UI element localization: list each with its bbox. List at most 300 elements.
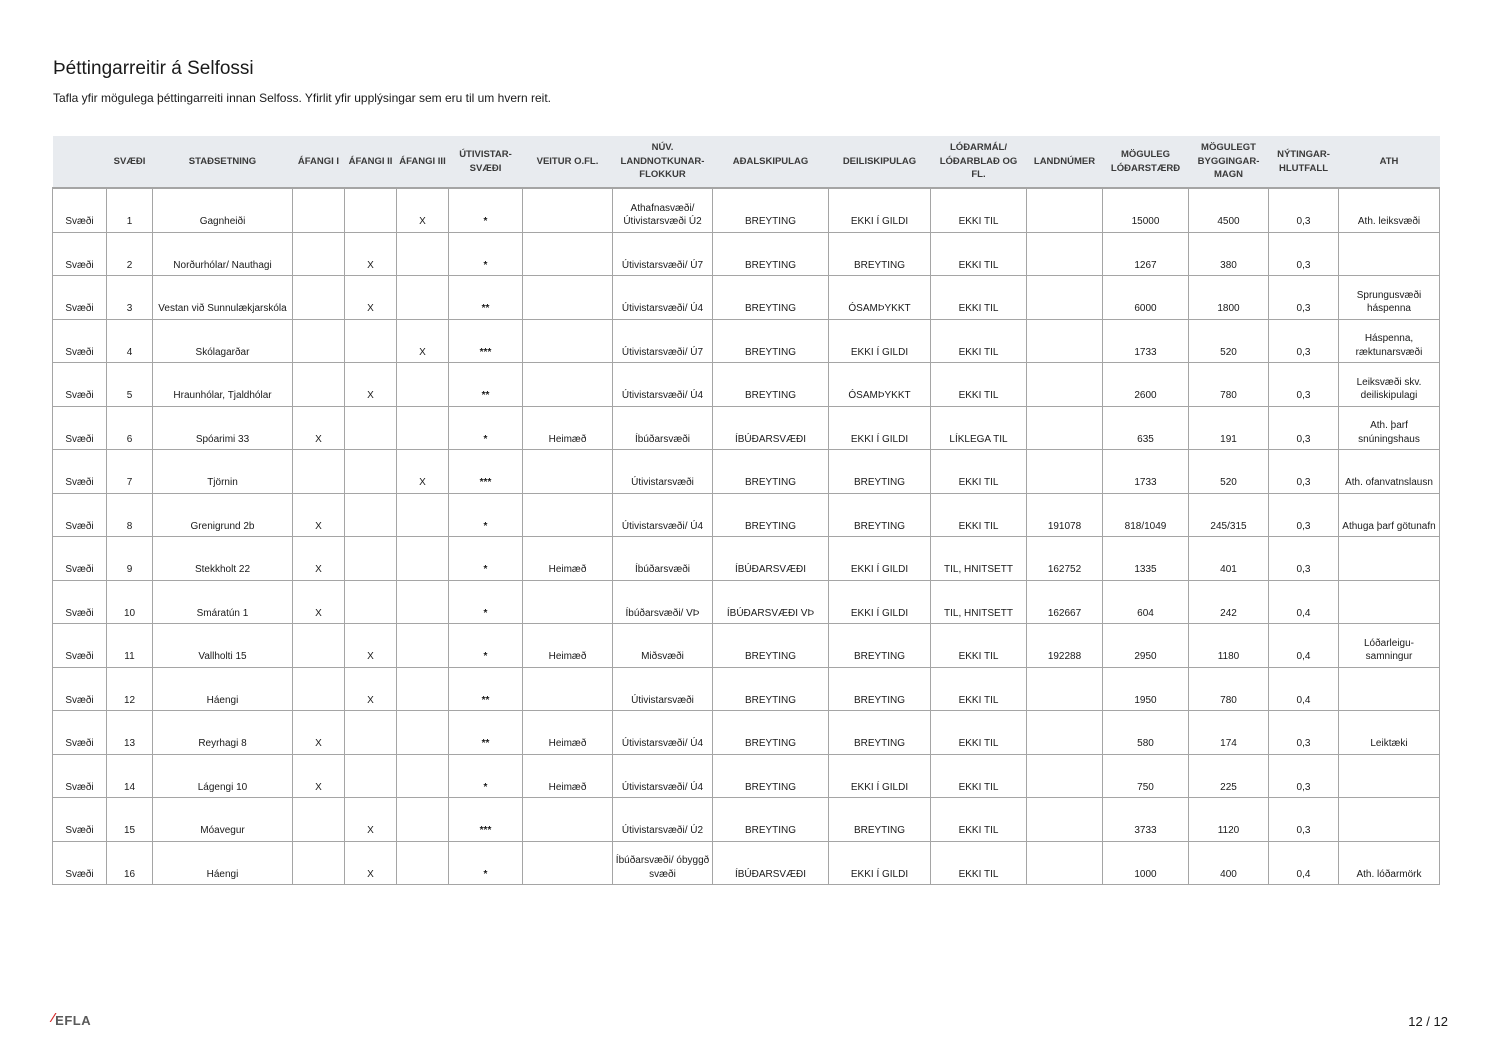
cell-main-plan: BREYTING — [713, 450, 829, 494]
cell-build-amount: 191 — [1189, 406, 1269, 450]
cell-a2 — [345, 580, 397, 624]
cell-utilities — [523, 841, 613, 885]
cell-a2: X — [345, 841, 397, 885]
cell-a3 — [397, 493, 449, 537]
column-header-15: NÝTINGAR-HLUTFALL — [1269, 136, 1339, 188]
cell-main-plan: BREYTING — [713, 711, 829, 755]
cell-outdoor: ** — [449, 363, 523, 407]
cell-utilities — [523, 276, 613, 320]
cell-a3: X — [397, 188, 449, 232]
cell-build-amount: 4500 — [1189, 188, 1269, 232]
cell-note — [1339, 580, 1440, 624]
cell-a2: X — [345, 232, 397, 276]
column-header-7: VEITUR O.FL. — [523, 136, 613, 188]
cell-lot-size: 1733 — [1103, 450, 1189, 494]
column-header-8: NÚV. LANDNOTKUNAR-FLOKKUR — [613, 136, 713, 188]
table-row — [53, 450, 1440, 494]
cell-a1: X — [293, 580, 345, 624]
column-header-16: ATH — [1339, 136, 1440, 188]
table-row — [53, 188, 1440, 232]
cell-land-no: 192288 — [1027, 624, 1103, 668]
cell-detail-plan: BREYTING — [829, 798, 931, 842]
cell-land-use: Miðsvæði — [613, 624, 713, 668]
cell-build-amount: 245/315 — [1189, 493, 1269, 537]
cell-build-amount: 242 — [1189, 580, 1269, 624]
cell-ratio: 0,3 — [1269, 493, 1339, 537]
cell-detail-plan: ÓSAMÞYKKT — [829, 276, 931, 320]
column-header-5: ÁFANGI III — [397, 136, 449, 188]
cell-ratio: 0,3 — [1269, 711, 1339, 755]
cell-detail-plan: EKKI Í GILDI — [829, 319, 931, 363]
cell-a2: X — [345, 624, 397, 668]
cell-nr: 9 — [107, 537, 153, 581]
cell-land-use: Útivistarsvæði/ Ú2 — [613, 798, 713, 842]
cell-location: Tjörnin — [153, 450, 293, 494]
cell-label: Svæði — [53, 406, 107, 450]
cell-note: Sprungusvæði háspenna — [1339, 276, 1440, 320]
cell-location: Reyrhagi 8 — [153, 711, 293, 755]
cell-label: Svæði — [53, 450, 107, 494]
cell-a1: X — [293, 406, 345, 450]
cell-location: Norðurhólar/ Nauthagi — [153, 232, 293, 276]
cell-a2: X — [345, 798, 397, 842]
cell-a1: X — [293, 537, 345, 581]
cell-build-amount: 174 — [1189, 711, 1269, 755]
cell-utilities — [523, 363, 613, 407]
cell-note: Ath. þarf snúningshaus — [1339, 406, 1440, 450]
cell-lot: TIL, HNITSETT — [931, 580, 1027, 624]
cell-utilities — [523, 667, 613, 711]
cell-land-no — [1027, 188, 1103, 232]
cell-lot-size: 3733 — [1103, 798, 1189, 842]
cell-outdoor: *** — [449, 450, 523, 494]
cell-label: Svæði — [53, 232, 107, 276]
cell-note: Ath. leiksvæði — [1339, 188, 1440, 232]
cell-lot-size: 1267 — [1103, 232, 1189, 276]
cell-land-no — [1027, 363, 1103, 407]
cell-label: Svæði — [53, 319, 107, 363]
cell-a1 — [293, 841, 345, 885]
cell-nr: 4 — [107, 319, 153, 363]
cell-lot-size: 635 — [1103, 406, 1189, 450]
table-row — [53, 754, 1440, 798]
cell-ratio: 0,3 — [1269, 188, 1339, 232]
table-row — [53, 711, 1440, 755]
cell-note — [1339, 232, 1440, 276]
cell-location: Grenigrund 2b — [153, 493, 293, 537]
cell-build-amount: 1800 — [1189, 276, 1269, 320]
cell-nr: 10 — [107, 580, 153, 624]
cell-ratio: 0,3 — [1269, 276, 1339, 320]
cell-land-no — [1027, 232, 1103, 276]
cell-lot: EKKI TIL — [931, 450, 1027, 494]
cell-lot: EKKI TIL — [931, 754, 1027, 798]
cell-a2 — [345, 754, 397, 798]
cell-label: Svæði — [53, 188, 107, 232]
efla-logo — [52, 1010, 92, 1028]
cell-nr: 14 — [107, 754, 153, 798]
cell-a1: X — [293, 754, 345, 798]
cell-main-plan: BREYTING — [713, 188, 829, 232]
cell-label: Svæði — [53, 624, 107, 668]
cell-a2 — [345, 188, 397, 232]
cell-note — [1339, 798, 1440, 842]
cell-utilities: Heimæð — [523, 711, 613, 755]
cell-lot-size: 604 — [1103, 580, 1189, 624]
cell-lot: EKKI TIL — [931, 319, 1027, 363]
cell-land-use: Útivistarsvæði/ Ú4 — [613, 363, 713, 407]
cell-lot: EKKI TIL — [931, 493, 1027, 537]
table-header-row — [53, 136, 1440, 188]
cell-ratio: 0,4 — [1269, 667, 1339, 711]
cell-outdoor: * — [449, 624, 523, 668]
cell-lot: EKKI TIL — [931, 667, 1027, 711]
cell-land-use: Útivistarsvæði/ Ú7 — [613, 232, 713, 276]
cell-land-use: Íbúðarsvæði — [613, 406, 713, 450]
cell-land-use: Útivistarsvæði/ Ú4 — [613, 276, 713, 320]
cell-location: Spóarimi 33 — [153, 406, 293, 450]
cell-land-no — [1027, 754, 1103, 798]
cell-ratio: 0,3 — [1269, 363, 1339, 407]
cell-main-plan: BREYTING — [713, 624, 829, 668]
cell-utilities — [523, 319, 613, 363]
cell-nr: 13 — [107, 711, 153, 755]
cell-label: Svæði — [53, 363, 107, 407]
cell-a1 — [293, 363, 345, 407]
cell-note: Lóðarleigu-samningur — [1339, 624, 1440, 668]
cell-a1 — [293, 276, 345, 320]
cell-a1: X — [293, 711, 345, 755]
cell-a3 — [397, 232, 449, 276]
cell-note — [1339, 754, 1440, 798]
cell-label: Svæði — [53, 537, 107, 581]
cell-a1 — [293, 319, 345, 363]
cell-a3 — [397, 276, 449, 320]
cell-a1 — [293, 798, 345, 842]
cell-nr: 8 — [107, 493, 153, 537]
cell-lot: EKKI TIL — [931, 841, 1027, 885]
cell-build-amount: 400 — [1189, 841, 1269, 885]
cell-land-use: Útivistarsvæði/ Ú4 — [613, 754, 713, 798]
cell-a3 — [397, 711, 449, 755]
cell-ratio: 0,4 — [1269, 624, 1339, 668]
cell-nr: 11 — [107, 624, 153, 668]
cell-lot-size: 1733 — [1103, 319, 1189, 363]
cell-lot: EKKI TIL — [931, 711, 1027, 755]
cell-build-amount: 1180 — [1189, 624, 1269, 668]
cell-land-no: 162752 — [1027, 537, 1103, 581]
cell-main-plan: ÍBÚÐARSVÆÐI — [713, 406, 829, 450]
cell-detail-plan: EKKI Í GILDI — [829, 188, 931, 232]
densification-table — [52, 136, 1440, 885]
cell-land-use: Athafnasvæði/ Útivistarsvæði Ú2 — [613, 188, 713, 232]
table-row — [53, 624, 1440, 668]
cell-outdoor: * — [449, 580, 523, 624]
cell-land-no: 162667 — [1027, 580, 1103, 624]
cell-lot-size: 15000 — [1103, 188, 1189, 232]
table-row — [53, 232, 1440, 276]
cell-note: Ath. ofanvatnslausn — [1339, 450, 1440, 494]
cell-ratio: 0,3 — [1269, 319, 1339, 363]
cell-detail-plan: EKKI Í GILDI — [829, 406, 931, 450]
table-row — [53, 667, 1440, 711]
cell-note: Athuga þarf götunafn — [1339, 493, 1440, 537]
cell-location: Vestan við Sunnulækjarskóla — [153, 276, 293, 320]
cell-nr: 7 — [107, 450, 153, 494]
cell-lot: EKKI TIL — [931, 188, 1027, 232]
cell-label: Svæði — [53, 580, 107, 624]
cell-a3 — [397, 667, 449, 711]
cell-a2: X — [345, 276, 397, 320]
cell-build-amount: 780 — [1189, 363, 1269, 407]
cell-main-plan: ÍBÚÐARSVÆÐI — [713, 841, 829, 885]
cell-a1 — [293, 450, 345, 494]
cell-ratio: 0,3 — [1269, 406, 1339, 450]
column-header-3: ÁFANGI I — [293, 136, 345, 188]
cell-utilities — [523, 493, 613, 537]
cell-detail-plan: BREYTING — [829, 667, 931, 711]
cell-land-no: 191078 — [1027, 493, 1103, 537]
cell-main-plan: BREYTING — [713, 798, 829, 842]
cell-build-amount: 520 — [1189, 319, 1269, 363]
cell-a2: X — [345, 667, 397, 711]
cell-utilities — [523, 798, 613, 842]
cell-build-amount: 780 — [1189, 667, 1269, 711]
cell-nr: 15 — [107, 798, 153, 842]
cell-outdoor: *** — [449, 798, 523, 842]
cell-main-plan: BREYTING — [713, 754, 829, 798]
cell-lot: EKKI TIL — [931, 798, 1027, 842]
cell-lot-size: 1335 — [1103, 537, 1189, 581]
column-header-6: ÚTIVISTAR-SVÆÐI — [449, 136, 523, 188]
cell-outdoor: ** — [449, 276, 523, 320]
cell-ratio: 0,3 — [1269, 450, 1339, 494]
cell-land-no — [1027, 406, 1103, 450]
cell-nr: 16 — [107, 841, 153, 885]
cell-a2: X — [345, 363, 397, 407]
cell-land-no — [1027, 841, 1103, 885]
cell-outdoor: * — [449, 493, 523, 537]
table-row — [53, 537, 1440, 581]
cell-utilities: Heimæð — [523, 754, 613, 798]
cell-utilities — [523, 188, 613, 232]
cell-utilities — [523, 450, 613, 494]
cell-location: Móavegur — [153, 798, 293, 842]
table-row — [53, 406, 1440, 450]
cell-location: Skólagarðar — [153, 319, 293, 363]
cell-land-use: Útivistarsvæði — [613, 450, 713, 494]
cell-a3 — [397, 537, 449, 581]
cell-detail-plan: BREYTING — [829, 711, 931, 755]
cell-outdoor: * — [449, 754, 523, 798]
cell-utilities: Heimæð — [523, 406, 613, 450]
cell-detail-plan: BREYTING — [829, 232, 931, 276]
cell-a3: X — [397, 450, 449, 494]
cell-build-amount: 401 — [1189, 537, 1269, 581]
cell-utilities: Heimæð — [523, 537, 613, 581]
cell-lot-size: 1000 — [1103, 841, 1189, 885]
cell-a3 — [397, 841, 449, 885]
cell-detail-plan: ÓSAMÞYKKT — [829, 363, 931, 407]
cell-a2 — [345, 493, 397, 537]
cell-label: Svæði — [53, 754, 107, 798]
cell-utilities — [523, 580, 613, 624]
cell-a1 — [293, 188, 345, 232]
cell-detail-plan: EKKI Í GILDI — [829, 754, 931, 798]
cell-a3 — [397, 580, 449, 624]
cell-a2 — [345, 319, 397, 363]
cell-land-no — [1027, 276, 1103, 320]
cell-lot: LÍKLEGA TIL — [931, 406, 1027, 450]
cell-land-use: Íbúðarsvæði/ óbyggð svæði — [613, 841, 713, 885]
cell-note: Háspenna, ræktunarsvæði — [1339, 319, 1440, 363]
cell-main-plan: BREYTING — [713, 276, 829, 320]
cell-outdoor: * — [449, 188, 523, 232]
cell-detail-plan: EKKI Í GILDI — [829, 841, 931, 885]
cell-a3: X — [397, 319, 449, 363]
cell-detail-plan: EKKI Í GILDI — [829, 580, 931, 624]
cell-utilities — [523, 232, 613, 276]
cell-location: Stekkholt 22 — [153, 537, 293, 581]
cell-ratio: 0,4 — [1269, 580, 1339, 624]
cell-outdoor: ** — [449, 667, 523, 711]
cell-label: Svæði — [53, 798, 107, 842]
table-row — [53, 841, 1440, 885]
cell-label: Svæði — [53, 493, 107, 537]
column-header-13: MÖGULEG LÓÐARSTÆRÐ — [1103, 136, 1189, 188]
cell-label: Svæði — [53, 841, 107, 885]
cell-label: Svæði — [53, 667, 107, 711]
cell-nr: 1 — [107, 188, 153, 232]
cell-land-no — [1027, 798, 1103, 842]
cell-a1 — [293, 232, 345, 276]
page-number: 12 / 12 — [1408, 1014, 1448, 1029]
cell-a3 — [397, 363, 449, 407]
cell-detail-plan: EKKI Í GILDI — [829, 537, 931, 581]
cell-main-plan: BREYTING — [713, 363, 829, 407]
cell-ratio: 0,3 — [1269, 798, 1339, 842]
cell-detail-plan: BREYTING — [829, 493, 931, 537]
cell-note — [1339, 667, 1440, 711]
cell-lot-size: 818/1049 — [1103, 493, 1189, 537]
page-subtitle: Tafla yfir mögulega þéttingarreiti innan Selfoss. Yfirlit yfir upplýsingar sem eru til um hvern reit. — [53, 91, 551, 105]
column-header-12: LANDNÚMER — [1027, 136, 1103, 188]
cell-land-no — [1027, 319, 1103, 363]
column-header-2: STAÐSETNING — [153, 136, 293, 188]
cell-a2 — [345, 711, 397, 755]
cell-location: Gagnheiði — [153, 188, 293, 232]
column-header-14: MÖGULEGT BYGGINGAR-MAGN — [1189, 136, 1269, 188]
cell-a1 — [293, 624, 345, 668]
cell-land-use: Íbúðarsvæði — [613, 537, 713, 581]
cell-lot-size: 6000 — [1103, 276, 1189, 320]
cell-location: Vallholti 15 — [153, 624, 293, 668]
cell-main-plan: ÍBÚÐARSVÆÐI — [713, 537, 829, 581]
table-row — [53, 798, 1440, 842]
cell-build-amount: 225 — [1189, 754, 1269, 798]
cell-a3 — [397, 624, 449, 668]
efla-logo-mark-icon: ⁄ — [52, 1010, 55, 1025]
table-row — [53, 580, 1440, 624]
column-header-9: AÐALSKIPULAG — [713, 136, 829, 188]
cell-lot: EKKI TIL — [931, 624, 1027, 668]
cell-ratio: 0,3 — [1269, 537, 1339, 581]
cell-outdoor: * — [449, 232, 523, 276]
cell-a3 — [397, 754, 449, 798]
cell-a1 — [293, 667, 345, 711]
cell-location: Háengi — [153, 667, 293, 711]
cell-label: Svæði — [53, 276, 107, 320]
cell-ratio: 0,3 — [1269, 232, 1339, 276]
cell-build-amount: 1120 — [1189, 798, 1269, 842]
cell-lot: TIL, HNITSETT — [931, 537, 1027, 581]
cell-outdoor: * — [449, 406, 523, 450]
cell-note: Leiksvæði skv. deiliskipulagi — [1339, 363, 1440, 407]
cell-label: Svæði — [53, 711, 107, 755]
cell-nr: 5 — [107, 363, 153, 407]
cell-location: Hraunhólar, Tjaldhólar — [153, 363, 293, 407]
cell-ratio: 0,3 — [1269, 754, 1339, 798]
cell-land-use: Íbúðarsvæði/ VÞ — [613, 580, 713, 624]
cell-lot-size: 1950 — [1103, 667, 1189, 711]
cell-land-no — [1027, 711, 1103, 755]
column-header-1: SVÆÐI — [107, 136, 153, 188]
column-header-10: DEILISKIPULAG — [829, 136, 931, 188]
table-row — [53, 319, 1440, 363]
cell-land-use: Útivistarsvæði/ Ú4 — [613, 711, 713, 755]
cell-a1: X — [293, 493, 345, 537]
cell-land-use: Útivistarsvæði — [613, 667, 713, 711]
table-row — [53, 363, 1440, 407]
cell-land-use: Útivistarsvæði/ Ú4 — [613, 493, 713, 537]
cell-lot: EKKI TIL — [931, 276, 1027, 320]
cell-main-plan: BREYTING — [713, 493, 829, 537]
cell-nr: 12 — [107, 667, 153, 711]
cell-nr: 3 — [107, 276, 153, 320]
table-row — [53, 276, 1440, 320]
cell-outdoor: * — [449, 841, 523, 885]
cell-lot-size: 2950 — [1103, 624, 1189, 668]
page-title: Þéttingarreitir á Selfossi — [53, 58, 254, 79]
cell-location: Smáratún 1 — [153, 580, 293, 624]
cell-main-plan: BREYTING — [713, 319, 829, 363]
cell-a2 — [345, 537, 397, 581]
column-header-4: ÁFANGI II — [345, 136, 397, 188]
cell-main-plan: ÍBÚÐARSVÆÐI VÞ — [713, 580, 829, 624]
cell-ratio: 0,4 — [1269, 841, 1339, 885]
cell-nr: 2 — [107, 232, 153, 276]
cell-a2 — [345, 406, 397, 450]
cell-outdoor: * — [449, 537, 523, 581]
cell-a3 — [397, 406, 449, 450]
cell-utilities: Heimæð — [523, 624, 613, 668]
cell-outdoor: ** — [449, 711, 523, 755]
cell-detail-plan: BREYTING — [829, 624, 931, 668]
logo-text: EFLA — [55, 1013, 92, 1028]
cell-land-no — [1027, 450, 1103, 494]
cell-land-no — [1027, 667, 1103, 711]
cell-main-plan: BREYTING — [713, 232, 829, 276]
cell-lot: EKKI TIL — [931, 232, 1027, 276]
cell-location: Lágengi 10 — [153, 754, 293, 798]
column-header-0 — [53, 136, 107, 188]
cell-note: Ath. lóðarmörk — [1339, 841, 1440, 885]
cell-location: Háengi — [153, 841, 293, 885]
cell-a3 — [397, 798, 449, 842]
cell-outdoor: *** — [449, 319, 523, 363]
cell-lot: EKKI TIL — [931, 363, 1027, 407]
cell-detail-plan: BREYTING — [829, 450, 931, 494]
